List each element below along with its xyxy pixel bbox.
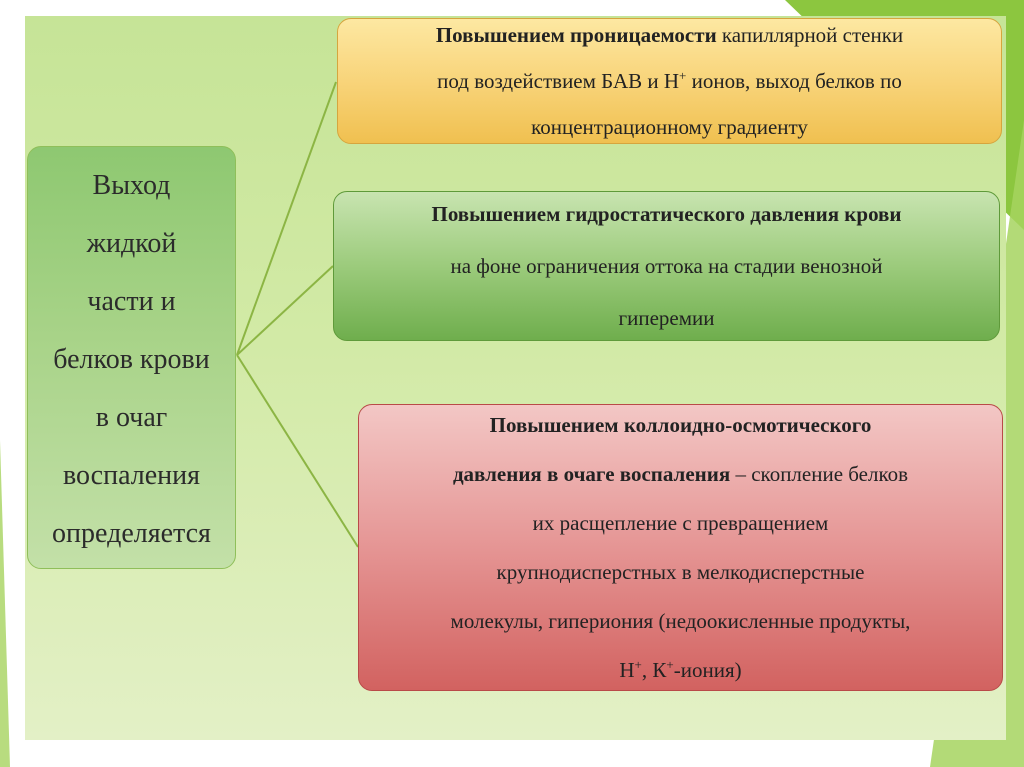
cause-permeability-title: Повышением проницаемости <box>435 23 717 47</box>
cause-colloid-osmotic-box <box>358 404 1003 691</box>
cause-colloid-osmotic-title: Повышением коллоидно-осмотического <box>489 412 872 437</box>
main-concept-box <box>27 146 236 569</box>
cause-permeability-text: Повышением проницаемости капиллярной стенки под воздействием БАВ и Н+ ионов, выход белков по концентрационному градиенту <box>435 23 904 139</box>
cause-hydrostatic-box <box>333 191 1000 341</box>
cause-colloid-osmotic-text: Повышением коллоидно-осмотического давления в очаге воспаления – скопление белков их расщепление с превращением крупнодисперстных в мелкодисперстные молекулы, гипериония (недоокисленные продукты, Н+, К+-иония) <box>450 412 911 682</box>
triangle-left-strip <box>0 440 10 767</box>
cause-hydrostatic-text: Повышением гидростатического давления крови на фоне ограничения оттока на стадии венозной гиперемии <box>431 202 902 330</box>
cause-permeability-box <box>337 18 1002 144</box>
main-concept-text: Выход жидкой части и белков крови в очаг воспаления определяется <box>52 169 211 549</box>
cause-hydrostatic-title: Повышением гидростатического давления крови <box>431 202 902 226</box>
